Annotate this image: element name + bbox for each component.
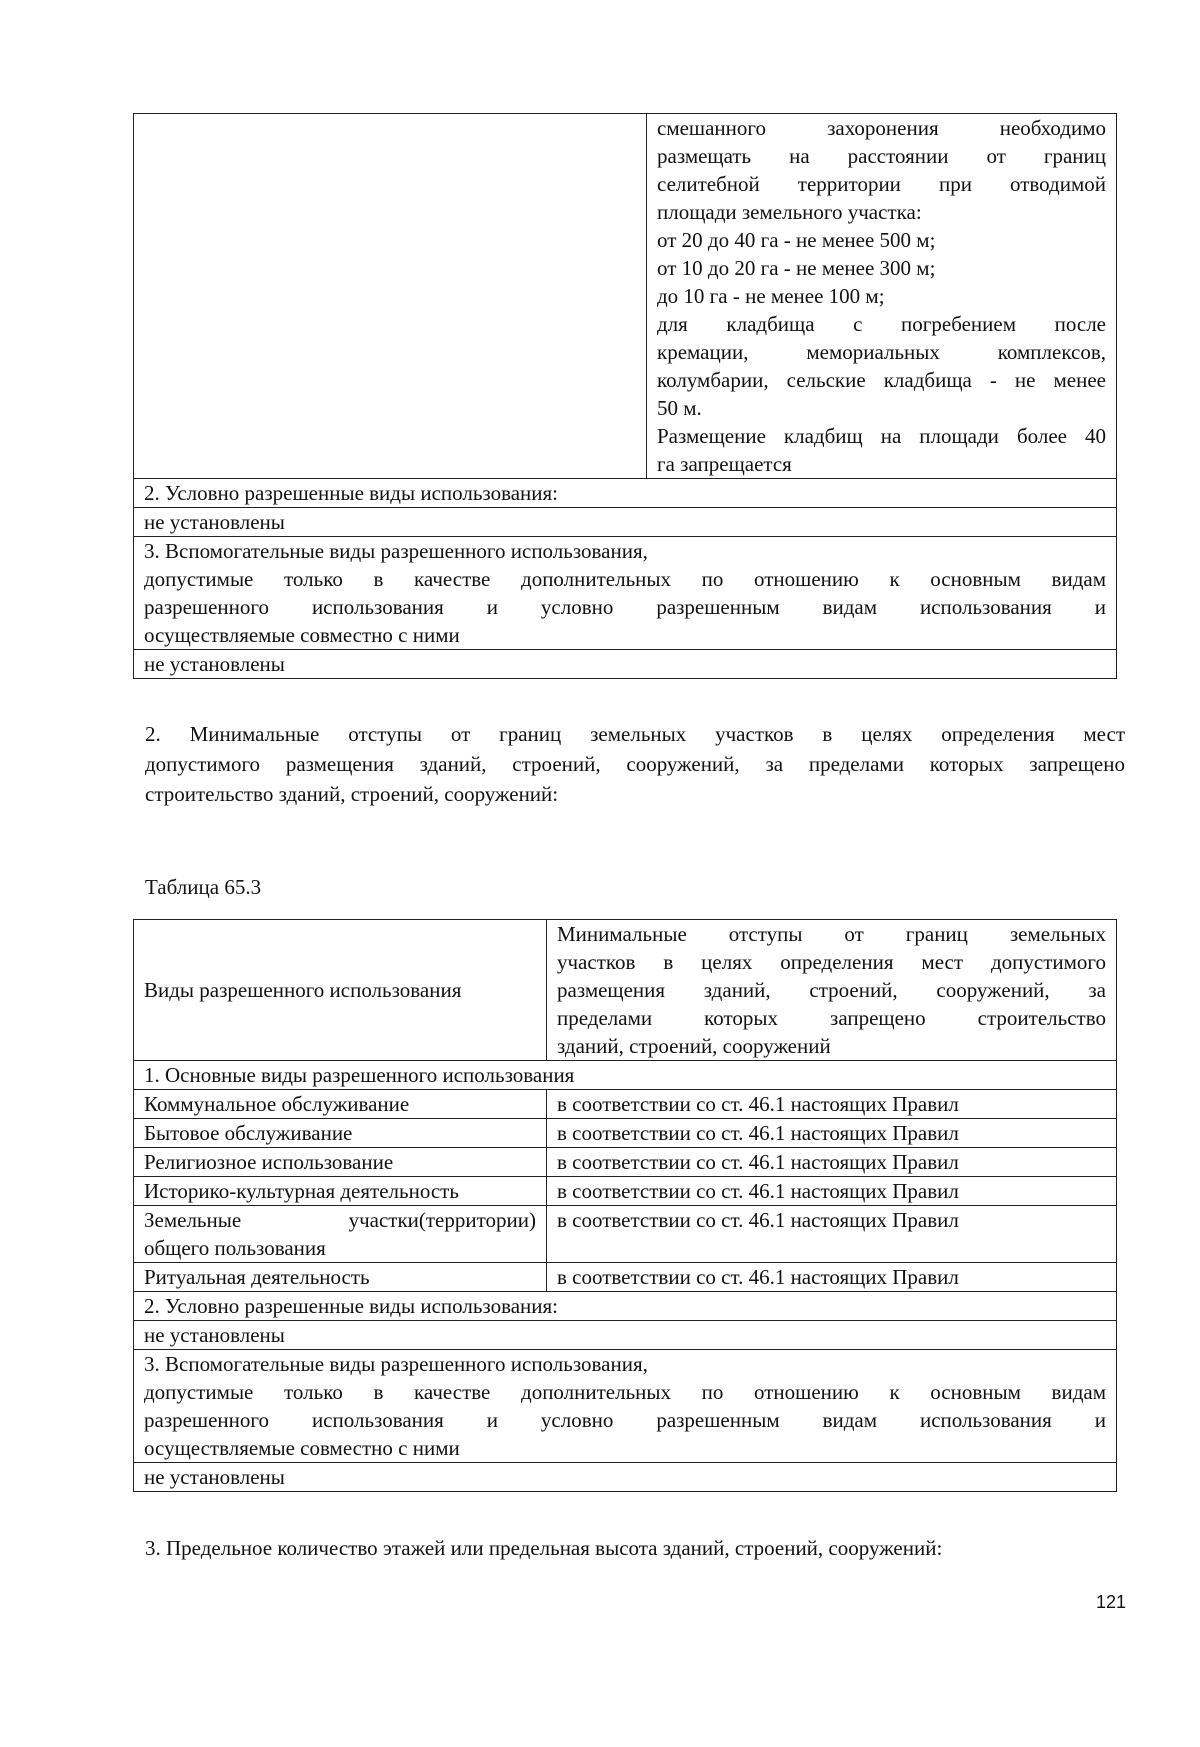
- table-row: [134, 479, 1117, 508]
- text-line: допустимого размещения зданий, строений, сооружений, за пределами которых запрещено: [145, 752, 1125, 776]
- text-line: Земельные участки(территории): [144, 1208, 536, 1232]
- table-row: [134, 1090, 1117, 1119]
- cemetery-requirements-cell: [647, 114, 1117, 479]
- text-line: от 20 до 40 га - не менее 500 м;: [657, 228, 936, 252]
- table-row: [134, 1206, 1117, 1263]
- section-title: 2. Условно разрешенные виды использования:: [134, 1292, 1117, 1321]
- text-line: разрешенного использования и условно разрешенным видам использования и: [144, 595, 1106, 619]
- use-cell: Историко-культурная деятельность: [134, 1177, 547, 1206]
- setback-cell: в соответствии со ст. 46.1 настоящих Правил: [547, 1206, 1117, 1263]
- text-line: осуществляемые совместно с ними: [144, 1436, 460, 1460]
- use-cell: [134, 1206, 547, 1263]
- setback-cell: в соответствии со ст. 46.1 настоящих Правил: [547, 1090, 1117, 1119]
- text-line: допустимые только в качестве дополнительных по отношению к основным видам: [144, 1380, 1106, 1404]
- text-line: от 10 до 20 га - не менее 300 м;: [657, 256, 936, 280]
- table-row: [134, 1061, 1117, 1090]
- section-description: [134, 1350, 1117, 1463]
- page-number: 121: [1096, 1592, 1127, 1612]
- table-cell-empty: [134, 114, 647, 479]
- column-header-use: Виды разрешенного использования: [134, 920, 547, 1061]
- section-description: [134, 537, 1117, 650]
- use-cell: Ритуальная деятельность: [134, 1263, 547, 1292]
- section-value: не установлены: [134, 1463, 1117, 1492]
- text-line: площади земельного участка:: [657, 200, 922, 224]
- text-line: Минимальные отступы от границ земельных: [557, 922, 1106, 946]
- table-row: [134, 1119, 1117, 1148]
- text-line: размещать на расстоянии от границ: [657, 144, 1106, 168]
- text-line: общего пользования: [144, 1236, 326, 1260]
- table-row: [134, 1177, 1117, 1206]
- section-title: 3. Вспомогательные виды разрешенного использования,: [144, 1352, 648, 1376]
- table-row: [134, 1292, 1117, 1321]
- text-line: для кладбища с погребением после: [657, 312, 1106, 336]
- table-row: [134, 1350, 1117, 1463]
- setback-cell: в соответствии со ст. 46.1 настоящих Правил: [547, 1177, 1117, 1206]
- text-line: смешанного захоронения необходимо: [657, 116, 1106, 140]
- setback-cell: в соответствии со ст. 46.1 настоящих Правил: [547, 1119, 1117, 1148]
- text-line: 2. Минимальные отступы от границ земельных участков в целях определения мест: [145, 722, 1125, 746]
- table-setbacks: [133, 919, 1117, 1492]
- section-value: не установлены: [134, 650, 1117, 679]
- table-row: [134, 1263, 1117, 1292]
- text-line: пределами которых запрещено строительство: [557, 1006, 1106, 1030]
- text-line: Размещение кладбищ на площади более 40: [657, 424, 1106, 448]
- table-caption: Таблица 65.3: [145, 875, 262, 899]
- use-cell: Коммунальное обслуживание: [134, 1090, 547, 1119]
- section-value: не установлены: [134, 1321, 1117, 1350]
- text-line: участков в целях определения мест допустимого: [557, 950, 1106, 974]
- text-line: разрешенного использования и условно разрешенным видам использования и: [144, 1408, 1106, 1432]
- text-line: га запрещается: [657, 452, 792, 476]
- table-row: [134, 1321, 1117, 1350]
- text-line: допустимые только в качестве дополнительных по отношению к основным видам: [144, 567, 1106, 591]
- table-continuation: [133, 113, 1117, 679]
- text-line: осуществляемые совместно с ними: [144, 623, 460, 647]
- text-line: селитебной территории при отводимой: [657, 172, 1106, 196]
- table-header-row: [134, 920, 1117, 1061]
- section-title: 1. Основные виды разрешенного использования: [134, 1061, 1117, 1090]
- table-row: [134, 508, 1117, 537]
- paragraph-height-limits: 3. Предельное количество этажей или предельная высота зданий, строений, сооружений:: [145, 1536, 943, 1560]
- text-line: 50 м.: [657, 396, 702, 420]
- table-row: [134, 1463, 1117, 1492]
- text-line: размещения зданий, строений, сооружений, за: [557, 978, 1106, 1002]
- text-line: кремации, мемориальных комплексов,: [657, 340, 1106, 364]
- use-cell: Бытовое обслуживание: [134, 1119, 547, 1148]
- section-title: 3. Вспомогательные виды разрешенного использования,: [144, 539, 648, 563]
- table-row: [134, 537, 1117, 650]
- section-title: 2. Условно разрешенные виды использования:: [134, 479, 1117, 508]
- text-line: зданий, строений, сооружений: [557, 1034, 831, 1058]
- table-row: [134, 650, 1117, 679]
- text-line: до 10 га - не менее 100 м;: [657, 284, 885, 308]
- paragraph-setbacks: [145, 719, 1125, 809]
- text-line: строительство зданий, строений, сооружений:: [145, 782, 559, 806]
- text-line: колумбарии, сельские кладбища - не менее: [657, 368, 1106, 392]
- use-cell: Религиозное использование: [134, 1148, 547, 1177]
- table-row: [134, 1148, 1117, 1177]
- table-row: [134, 114, 1117, 479]
- section-value: не установлены: [134, 508, 1117, 537]
- column-header-setback: [547, 920, 1117, 1061]
- setback-cell: в соответствии со ст. 46.1 настоящих Правил: [547, 1148, 1117, 1177]
- setback-cell: в соответствии со ст. 46.1 настоящих Правил: [547, 1263, 1117, 1292]
